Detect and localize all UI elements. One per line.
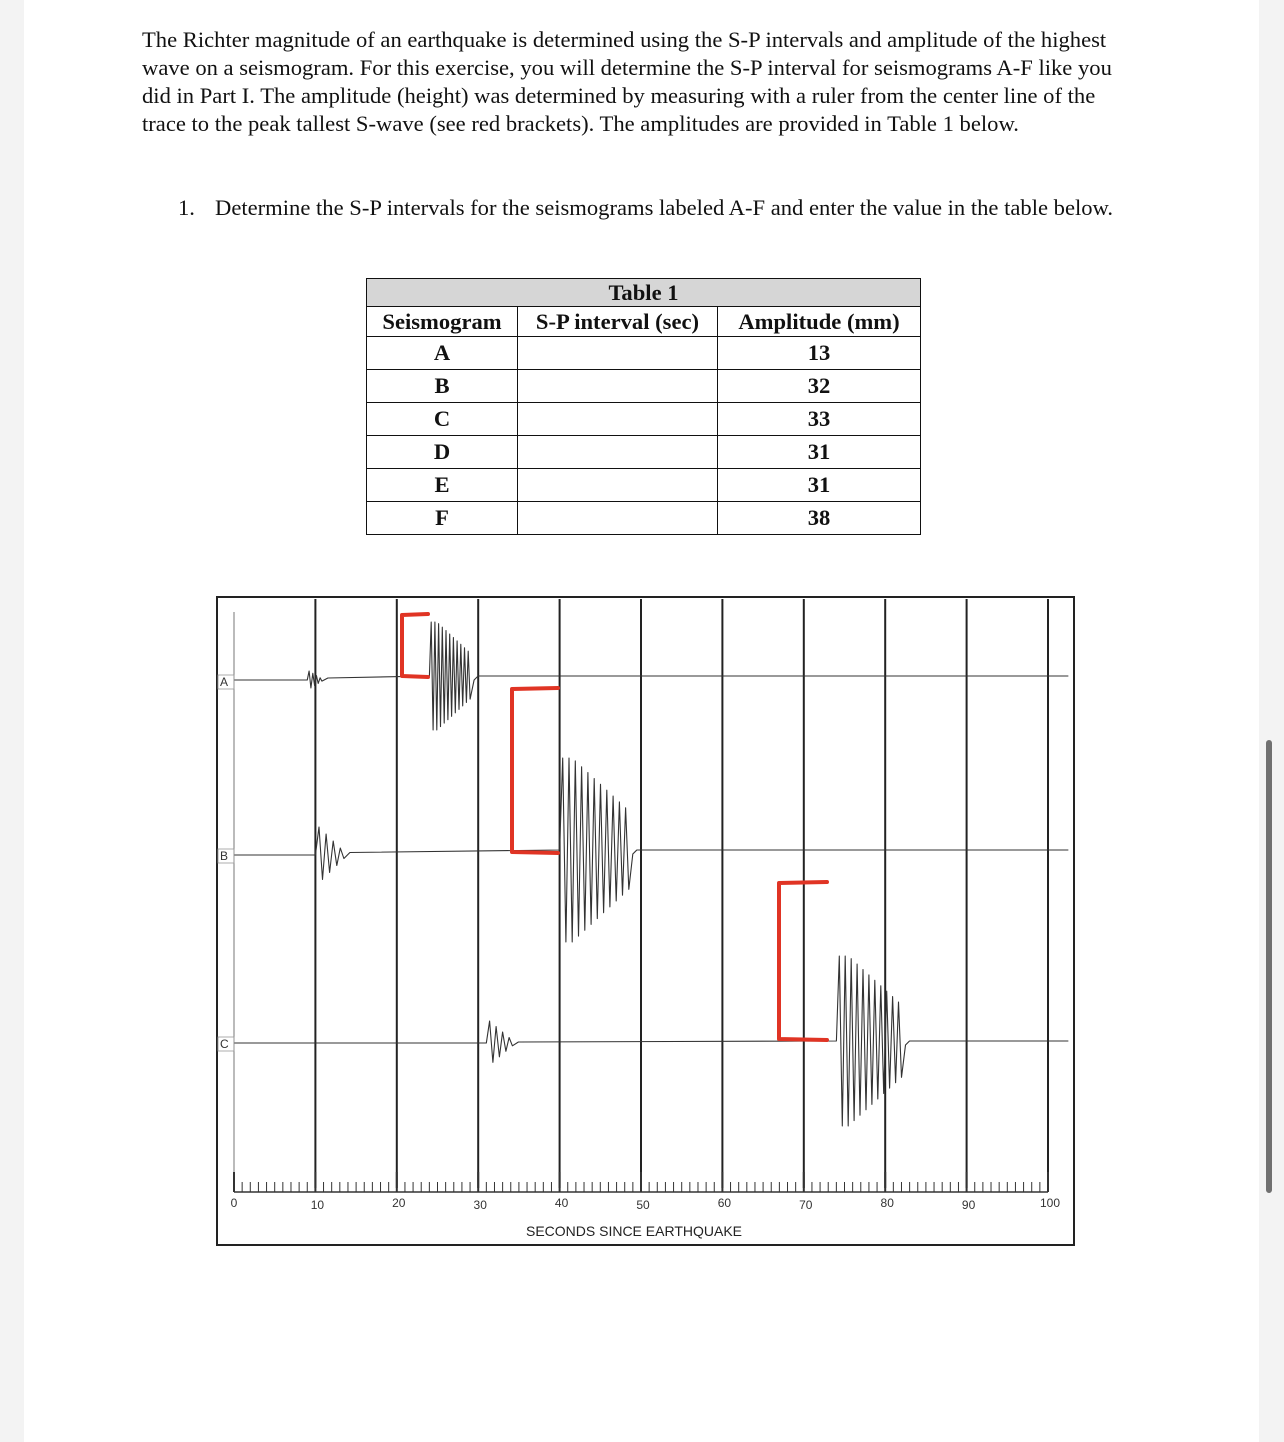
amplitude-value: 31 [807, 439, 831, 464]
trace-label-a: A [220, 675, 229, 689]
question-text: Determine the S-P intervals for the seismograms labeled A-F and enter the value in the table below. [215, 195, 1114, 220]
figure-frame [217, 597, 1074, 1245]
amplitude-value: 33 [807, 406, 831, 431]
cell-seismogram: B [367, 370, 518, 403]
scrollbar-thumb[interactable] [1266, 740, 1272, 1193]
tick-label: 20 [392, 1196, 406, 1210]
tick-label: 0 [230, 1196, 238, 1210]
cell-seismogram: F [367, 502, 518, 535]
header-amplitude: Amplitude (mm) [718, 307, 921, 337]
intro-paragraph: The Richter magnitude of an earthquake is determined using the S-P intervals and amplitude of the highest wave on a seismogram. For this exercise, you will determine the S-P interval for seismograms A-F like you did in Part I. The amplitude (height) was determined by measuring with a ruler from the center line of the trace to the peak tallest S-wave (see red brackets). The amplitudes are provided in Table 1 below. [142, 27, 1112, 136]
tick-label: 100 [1039, 1196, 1061, 1210]
question-number: 1. [178, 195, 195, 220]
tick-label: 70 [799, 1198, 813, 1212]
tick-label: 10 [310, 1198, 325, 1212]
tick-label: 60 [717, 1196, 732, 1210]
tick-label: 40 [554, 1196, 569, 1210]
cell-seismogram: D [367, 436, 518, 469]
amplitude-value: 32 [807, 373, 831, 398]
header-sp-interval: S-P interval (sec) [518, 307, 718, 337]
table-caption: Table 1 [367, 279, 921, 307]
header-seismogram: Seismogram [367, 307, 518, 337]
x-axis-title: SECONDS SINCE EARTHQUAKE [525, 1223, 743, 1239]
trace-label-c: C [220, 1037, 229, 1051]
tick-label: 50 [636, 1198, 650, 1212]
tick-label: 30 [473, 1198, 487, 1212]
cell-seismogram: A [367, 337, 518, 370]
cell-seismogram: C [367, 403, 518, 436]
cell-seismogram: E [367, 469, 518, 502]
amplitude-value: 13 [807, 340, 831, 365]
tick-label: 90 [961, 1198, 976, 1212]
trace-label-b: B [220, 849, 229, 863]
amplitude-value: 38 [807, 505, 831, 530]
tick-label: 80 [880, 1196, 894, 1210]
amplitude-value: 31 [807, 472, 831, 497]
